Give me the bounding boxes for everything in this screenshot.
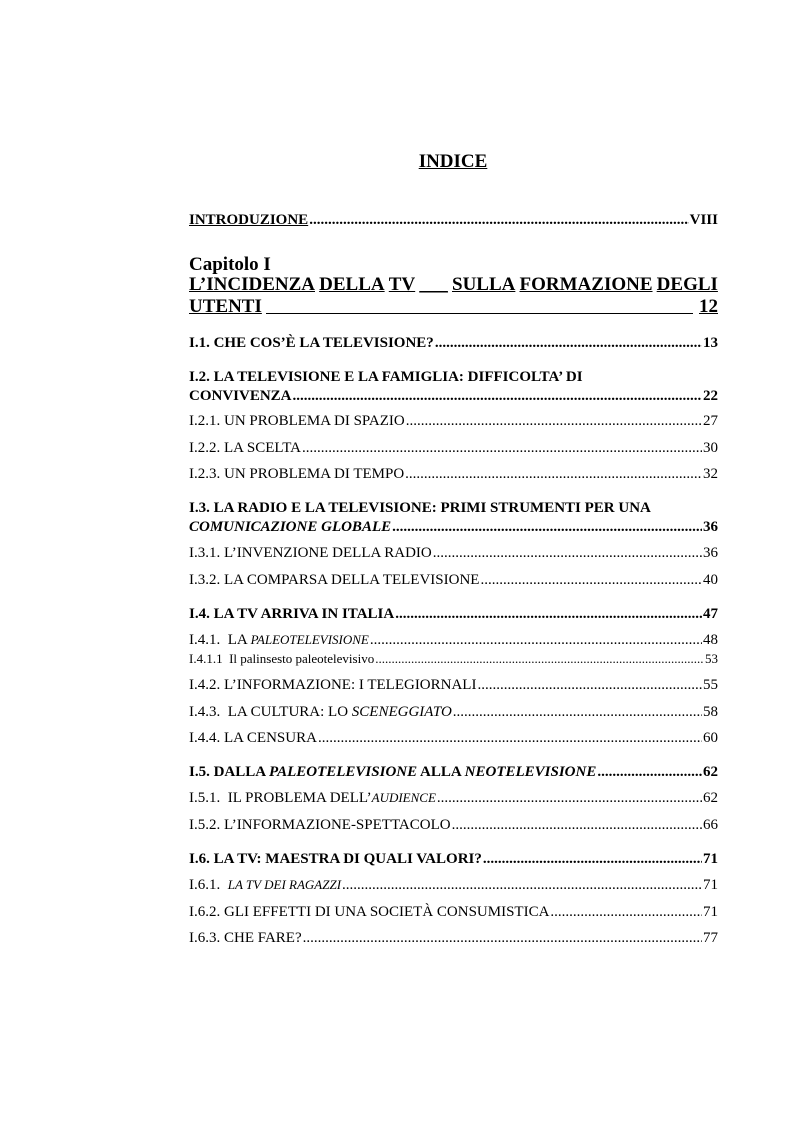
toc-entry-introduction[interactable]	[189, 211, 718, 229]
chapter-title-line2[interactable]	[189, 296, 718, 318]
toc-entry-label: I.3.1. L’INVENZIONE DELLA RADIO	[189, 545, 432, 561]
toc-entry-label-italic: PALEOTELEVISIONE	[269, 764, 418, 780]
toc-entry-label-prefix: I.5.1. IL PROBLEMA DELL’	[189, 790, 372, 806]
toc-entry-s6-1[interactable]	[189, 876, 718, 894]
toc-entry-label: I.6.2. GLI EFFETTI DI UNA SOCIETÀ CONSUMISTICA	[189, 904, 550, 920]
toc-entry-page: 40	[703, 572, 718, 588]
leader-dots	[395, 605, 702, 623]
toc-entry-label-prefix: I.5. DALLA	[189, 764, 270, 780]
leader-dots	[550, 903, 702, 921]
toc-entry-label: I.3.2. LA COMPARSA DELLA TELEVISIONE	[189, 572, 480, 588]
toc-entry-label: CONVIVENZA	[189, 388, 292, 404]
toc-entry-page: 66	[703, 817, 718, 833]
toc-entry-label	[189, 876, 341, 894]
chapter-title-word: UTENTI	[189, 296, 262, 317]
toc-entry-label	[189, 631, 369, 649]
table-of-contents	[189, 0, 718, 1123]
toc-entry-page: 71	[703, 851, 718, 867]
toc-entry-s2-1[interactable]	[189, 412, 718, 430]
toc-entry-s6-2[interactable]	[189, 903, 718, 921]
toc-entry-label: COMUNICAZIONE GLOBALE	[189, 519, 392, 535]
toc-entry-page: 71	[703, 877, 718, 893]
chapter-title-line1[interactable]	[189, 274, 718, 296]
leader-dots	[302, 439, 702, 457]
leader-dots	[597, 763, 702, 781]
toc-entry-page: 77	[703, 930, 718, 946]
leader-dots	[405, 465, 702, 483]
toc-entry-label	[189, 703, 452, 721]
toc-entry-label-middle: ALLA	[417, 764, 465, 780]
toc-entry-page: 53	[705, 651, 718, 666]
toc-entry-label: I.4.4. LA CENSURA	[189, 730, 317, 746]
toc-entry-page: 55	[703, 677, 718, 693]
toc-entry-s5-2[interactable]	[189, 816, 718, 834]
leader-dots	[483, 850, 702, 868]
index-title: INDICE	[418, 151, 488, 172]
leader-dots	[370, 631, 702, 649]
toc-entry-s6-3[interactable]	[189, 929, 718, 947]
toc-entry-s4-4[interactable]	[189, 729, 718, 747]
toc-entry-label: INTRODUZIONE	[189, 212, 309, 228]
leader-dots	[477, 676, 702, 694]
chapter-title-word: SULLA	[452, 274, 516, 295]
toc-entry-label	[189, 789, 436, 807]
leader-dots	[342, 876, 702, 894]
toc-entry-s1[interactable]	[189, 334, 718, 352]
toc-entry-label	[189, 763, 596, 781]
toc-entry-label: I.6. LA TV: MAESTRA DI QUALI VALORI?	[189, 851, 482, 867]
toc-entry-label-prefix: I.4.1. LA	[189, 632, 251, 648]
toc-entry-page: 62	[703, 764, 718, 780]
toc-entry-label: I.2.2. LA SCELTA	[189, 440, 302, 456]
toc-entry-label-italic: NEOTELEVISIONE	[464, 764, 597, 780]
toc-entry-s5-1[interactable]	[189, 789, 718, 807]
chapter-title-word: L’INCIDENZA	[189, 274, 315, 295]
chapter-page: 12	[699, 296, 718, 317]
chapter-title-word: DEGLI	[656, 274, 718, 295]
leader-dots	[437, 789, 702, 807]
toc-entry-s3-2[interactable]	[189, 571, 718, 589]
toc-entry-page: 22	[703, 388, 718, 404]
toc-entry-label-prefix: I.4.3. LA CULTURA: LO	[189, 704, 352, 720]
chapter-title-word: DELLA	[319, 274, 385, 295]
toc-entry-page: 36	[703, 519, 718, 535]
toc-entry-page: VIII	[689, 212, 718, 228]
toc-entry-label-italic: AUDIENCE	[371, 790, 436, 805]
leader-dots	[406, 412, 702, 430]
leader-dots	[453, 703, 702, 721]
toc-entry-page: 36	[703, 545, 718, 561]
toc-entry-page: 13	[703, 335, 718, 351]
toc-entry-s3[interactable]	[189, 518, 718, 536]
toc-entry-s2-2[interactable]	[189, 439, 718, 457]
toc-entry-s5[interactable]	[189, 763, 718, 781]
leader-dots	[433, 544, 702, 562]
leader-dots	[392, 518, 702, 536]
toc-entry-page: 62	[703, 790, 718, 806]
toc-entry-label-prefix: I.6.1.	[189, 877, 228, 893]
leader-dots	[293, 387, 702, 405]
toc-entry-s4[interactable]	[189, 605, 718, 623]
toc-entry-s2-3[interactable]	[189, 465, 718, 483]
toc-entry-page: 27	[703, 413, 718, 429]
chapter-title-word: TV	[388, 274, 416, 295]
toc-entry-s3-line1[interactable]: I.3. LA RADIO E LA TELEVISIONE: PRIMI STRUMENTI PER UNA	[189, 500, 651, 516]
toc-entry-label-italic: SCENEGGIATO	[351, 704, 452, 720]
toc-entry-page: 60	[703, 730, 718, 746]
chapter-title-rule	[266, 313, 693, 314]
toc-entry-s4-2[interactable]	[189, 676, 718, 694]
leader-dots	[375, 650, 704, 668]
toc-entry-page: 58	[703, 704, 718, 720]
toc-entry-s4-3[interactable]	[189, 703, 718, 721]
chapter-title-gap: ___	[419, 274, 448, 295]
toc-entry-page: 32	[703, 466, 718, 482]
toc-entry-s4-1[interactable]	[189, 631, 718, 649]
toc-entry-label: I.4. LA TV ARRIVA IN ITALIA	[189, 606, 395, 622]
toc-entry-s3-1[interactable]	[189, 544, 718, 562]
toc-entry-s4-1-1[interactable]	[189, 650, 718, 668]
toc-entry-s2[interactable]	[189, 387, 718, 405]
toc-entry-page: 48	[703, 632, 718, 648]
toc-entry-label: I.2.3. UN PROBLEMA DI TEMPO	[189, 466, 405, 482]
toc-entry-label: I.5.2. L’INFORMAZIONE-SPETTACOLO	[189, 817, 451, 833]
toc-entry-label: I.4.2. L’INFORMAZIONE: I TELEGIORNALI	[189, 677, 477, 693]
toc-entry-label-italic: PALEOTELEVISIONE	[250, 632, 369, 647]
toc-entry-label: I.2.1. UN PROBLEMA DI SPAZIO	[189, 413, 405, 429]
leader-dots	[318, 729, 702, 747]
chapter-title-word: FORMAZIONE	[519, 274, 653, 295]
toc-entry-label: I.4.1.1 Il palinsesto paleotelevisivo	[189, 651, 375, 666]
leader-dots	[480, 571, 702, 589]
toc-entry-label: I.1. CHE COS’È LA TELEVISIONE?	[189, 335, 434, 351]
toc-entry-page: 30	[703, 440, 718, 456]
leader-dots	[452, 816, 702, 834]
toc-entry-page: 71	[703, 904, 718, 920]
leader-dots	[303, 929, 702, 947]
leader-dots	[309, 211, 688, 229]
toc-entry-page: 47	[703, 606, 718, 622]
toc-entry-s6[interactable]	[189, 850, 718, 868]
toc-entry-s2-line1[interactable]: I.2. LA TELEVISIONE E LA FAMIGLIA: DIFFICOLTA’ DI	[189, 369, 583, 385]
toc-entry-label: I.6.3. CHE FARE?	[189, 930, 302, 946]
leader-dots	[435, 334, 702, 352]
toc-entry-label-italic: LA TV DEI RAGAZZI	[227, 877, 342, 892]
chapter-label: Capitolo I	[189, 254, 271, 275]
